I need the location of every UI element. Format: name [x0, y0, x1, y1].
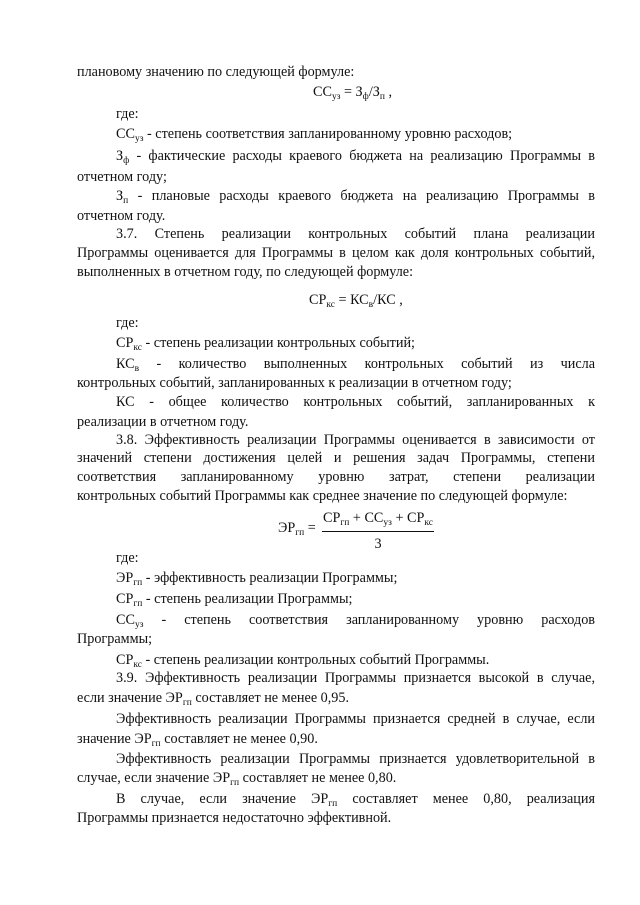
formula-numerator: $СР_{гп} + СС_{уз} + СР_{кс}$ — [323, 510, 433, 528]
text-line: плановому значению по следующей формуле: — [77, 64, 355, 80]
formula-denominator: 3 — [374, 536, 382, 552]
definition-line: $ЭР_{гп}$ - эффективность реализации Программы; — [116, 570, 398, 588]
text-line: Эффективность реализации Программы признается удовлетворительной в — [116, 751, 595, 767]
formula-sr-ks: $СР_{кс} = КС_в/КС$ , — [309, 292, 403, 310]
fraction-bar — [322, 531, 434, 532]
text-line: контрольных событий, запланированных к реализации в отчетном году; — [77, 375, 512, 391]
text-line: где: — [116, 315, 139, 331]
text-line: отчетном году; — [77, 169, 167, 185]
text-line: значение $ЭР_{гп}$ составляет не менее 0,90. — [77, 731, 318, 749]
definition-line: $З_ф$ - фактические расходы краевого бюджета на реализацию Программы в — [116, 148, 595, 166]
formula-lhs: $ЭР_{гп}$ = — [278, 520, 316, 538]
text-line: где: — [116, 550, 139, 566]
formula-er-gp — [278, 510, 438, 550]
text-line: случае, если значение $ЭР_{гп}$ составляет не менее 0,80. — [77, 770, 397, 788]
text-line: Программы; — [77, 631, 153, 647]
text-line: Эффективность реализации Программы признается средней в случае, если — [116, 711, 595, 727]
definition-line: $СС_{уз}$ - степень соответствия запланированному уровню расходов; — [116, 126, 513, 144]
text-line: если значение $ЭР_{гп}$ составляет не менее 0,95. — [77, 690, 350, 708]
definition-line: $СР_{кс}$ - степень реализации контрольных событий; — [116, 335, 415, 353]
definition-line: КС - общее количество контрольных событий, запланированных к — [116, 394, 595, 410]
section-3-9-heading: 3.9. Эффективность реализации Программы признается высокой в случае, — [116, 670, 595, 686]
text-line: В случае, если значение $ЭР_{гп}$ составляет менее 0,80, реализация — [116, 791, 595, 809]
text-line: Программы признается недостаточно эффективной. — [77, 810, 392, 826]
formula-ss-uz: $СС_{уз} = З_ф/З_п$ , — [313, 84, 393, 102]
text-line: реализации в отчетном году. — [77, 414, 249, 430]
text-line: соответствия запланированному уровню затрат, степени реализации — [77, 469, 595, 485]
section-3-8-heading: 3.8. Эффективность реализации Программы оценивается в зависимости от — [116, 432, 595, 448]
definition-line: $КС_в$ - количество выполненных контрольных событий из числа — [116, 356, 595, 374]
text-line: где: — [116, 106, 139, 122]
section-3-7-heading: 3.7. Степень реализации контрольных событий плана реализации — [116, 226, 595, 242]
text-line: отчетном году. — [77, 208, 166, 224]
text-line: выполненных в отчетном году, по следующей формуле: — [77, 264, 414, 280]
definition-line: $СС_{уз}$ - степень соответствия запланированному уровню расходов — [116, 612, 595, 630]
text-line: значений степени достижения целей и решения задач Программы, степени — [77, 450, 595, 466]
definition-line: $З_п$ - плановые расходы краевого бюджета на реализацию Программы в — [116, 188, 595, 206]
definition-line: $СР_{гп}$ - степень реализации Программы; — [116, 591, 353, 609]
text-line: контрольных событий Программы как среднее значение по следующей формуле: — [77, 488, 568, 504]
text-line: Программы оценивается для Программы в целом как доля контрольных событий, — [77, 245, 595, 261]
definition-line: $СР_{кс}$ - степень реализации контрольных событий Программы. — [116, 652, 490, 670]
